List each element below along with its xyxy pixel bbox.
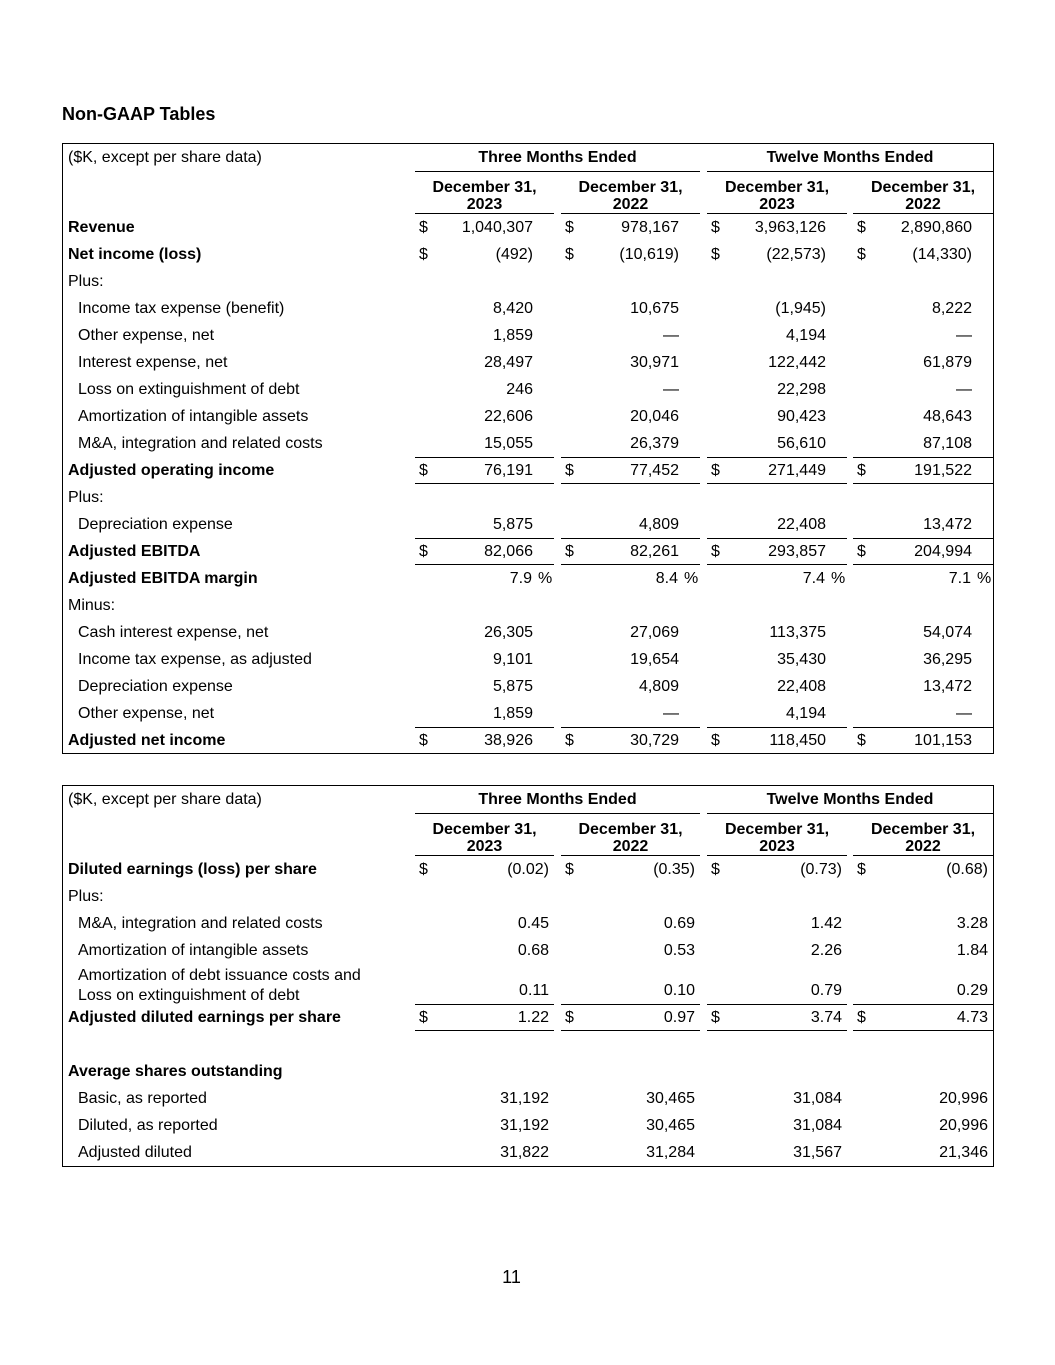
subtotal-bottom-rule [415, 753, 554, 754]
cell-value: 76,191 [484, 462, 533, 479]
cell-value: — [663, 327, 679, 344]
cell-value: — [956, 705, 972, 722]
row-label-text: Amortization of debt issuance costs and [78, 967, 361, 984]
row-label-text: Net income (loss) [68, 246, 202, 263]
row-label [68, 887, 104, 907]
currency-symbol: $ [419, 246, 428, 263]
cell-value: 20,996 [939, 1117, 988, 1134]
cell-value: 21,346 [939, 1144, 988, 1161]
cell-value: 2.26 [810, 942, 842, 959]
row-label [78, 650, 312, 670]
currency-symbol: $ [857, 543, 866, 560]
cell-value: 31,084 [793, 1117, 842, 1134]
column-header-line1: December 31, [724, 179, 830, 196]
column-header [415, 179, 554, 213]
column-header [707, 179, 847, 213]
currency-symbol: $ [711, 1009, 720, 1026]
row-label-text: Revenue [68, 219, 135, 236]
cell-value: (0.68) [946, 861, 988, 878]
currency-symbol: $ [419, 543, 428, 560]
cell-value: 0.10 [663, 982, 695, 999]
column-header [561, 179, 700, 213]
subtotal-rule [415, 727, 554, 728]
column-header [561, 821, 700, 855]
currency-symbol: $ [857, 861, 866, 878]
unit-label: ($K, except per share data) [68, 791, 262, 808]
row-label-text: Minus: [68, 597, 116, 614]
column-header-line2: 2023 [759, 838, 795, 855]
column-header [853, 821, 993, 855]
cell-value: 22,408 [777, 678, 826, 695]
table-row [63, 1112, 993, 1139]
table-row [63, 430, 993, 457]
row-label [68, 542, 200, 562]
cell-value: 1,859 [492, 705, 533, 722]
currency-symbol: $ [419, 462, 428, 479]
cell-value: 31,084 [793, 1090, 842, 1107]
cell-value: 22,606 [484, 408, 533, 425]
cell-value: 31,192 [500, 1117, 549, 1134]
subtotal-bottom-rule [853, 753, 993, 754]
row-label-text: Adjusted operating income [68, 462, 275, 479]
currency-symbol: $ [857, 219, 866, 236]
group-header-underline [415, 813, 700, 814]
cell-value: 48,643 [923, 408, 972, 425]
column-header-line1: December 31, [432, 821, 537, 838]
row-label-text: Adjusted diluted [78, 1144, 192, 1161]
row-label-text: Other expense, net [78, 705, 215, 722]
table-row [63, 565, 993, 592]
cell-value: 30,465 [646, 1117, 695, 1134]
subtotal-rule [561, 727, 700, 728]
row-label-text: Other expense, net [78, 327, 215, 344]
cell-value: 13,472 [923, 516, 972, 533]
table-row [63, 910, 993, 937]
currency-symbol: $ [711, 543, 720, 560]
subtotal-rule [561, 457, 700, 458]
cell-value: 15,055 [484, 435, 533, 452]
cell-value: 61,879 [923, 354, 972, 371]
row-label [78, 677, 233, 697]
row-label-text: Depreciation expense [78, 516, 233, 533]
subtotal-rule [561, 1004, 700, 1005]
table-row [63, 937, 993, 964]
row-label [68, 731, 225, 751]
subtotal-rule [707, 727, 847, 728]
cell-value: 8.4 [655, 570, 678, 587]
column-header-line1: December 31, [432, 179, 537, 196]
cell-value: 1,040,307 [461, 219, 533, 236]
cell-value: 0.68 [517, 942, 549, 959]
table-row [63, 1085, 993, 1112]
cell-value: 0.11 [519, 982, 549, 999]
cell-value: 82,066 [484, 543, 533, 560]
table-row [63, 241, 993, 268]
cell-value: 22,298 [777, 381, 826, 398]
column-header-line1: December 31, [578, 821, 683, 838]
cell-value: 0.97 [663, 1009, 695, 1026]
cell-value: 31,284 [646, 1144, 695, 1161]
currency-symbol: $ [711, 219, 720, 236]
cell-value: 30,729 [630, 732, 679, 749]
subtotal-rule [707, 538, 847, 539]
cell-value: (1,945) [775, 300, 826, 317]
row-label-text: Depreciation expense [78, 678, 233, 695]
row-label [68, 569, 258, 589]
currency-symbol: $ [711, 246, 720, 263]
table-row [63, 538, 993, 565]
currency-symbol: $ [565, 462, 574, 479]
currency-symbol: $ [565, 246, 574, 263]
cell-value: 54,074 [923, 624, 972, 641]
subtotal-rule [415, 457, 554, 458]
cell-value: 978,167 [621, 219, 679, 236]
table-row [63, 1139, 993, 1166]
percent-sign: % [684, 570, 699, 587]
row-label-text: Diluted earnings (loss) per share [68, 861, 317, 878]
row-label-text: Income tax expense, as adjusted [78, 651, 312, 668]
currency-symbol: $ [419, 732, 428, 749]
cell-value: 1,859 [492, 327, 533, 344]
row-label [68, 461, 274, 481]
cell-value: (22,573) [766, 246, 826, 263]
cell-value: 87,108 [923, 435, 972, 452]
page-number: 11 [502, 1267, 521, 1287]
column-header-line1: December 31, [578, 179, 683, 196]
cell-value: 4,809 [638, 516, 679, 533]
cell-value: 113,375 [769, 624, 826, 641]
table-row [63, 1031, 993, 1058]
cell-value: 0.29 [956, 982, 988, 999]
table-row [63, 349, 993, 376]
group-header-underline [707, 171, 993, 172]
currency-symbol: $ [565, 732, 574, 749]
row-label-text: Cash interest expense, net [78, 624, 269, 641]
row-label [78, 434, 323, 454]
row-label [68, 488, 104, 508]
cell-value: (14,330) [912, 246, 972, 263]
currency-symbol: $ [857, 462, 866, 479]
group-header-underline [707, 813, 993, 814]
table-row [63, 883, 993, 910]
row-label [78, 299, 284, 319]
subtotal-rule [707, 457, 847, 458]
currency-symbol: $ [565, 1009, 574, 1026]
column-header [415, 821, 554, 855]
cell-value: 9,101 [492, 651, 533, 668]
table-row [63, 1004, 993, 1031]
row-label [78, 941, 308, 961]
row-label [78, 1089, 207, 1109]
column-header-line1: December 31, [870, 179, 976, 196]
cell-value: 10,675 [630, 300, 679, 317]
currency-symbol: $ [711, 462, 720, 479]
row-label [68, 272, 104, 292]
column-header-line2: 2023 [466, 196, 503, 213]
cell-value: 36,295 [923, 651, 972, 668]
subtotal-rule [853, 1004, 993, 1005]
cell-value: 26,305 [484, 624, 533, 641]
row-label [78, 914, 323, 934]
cell-value: 31,822 [500, 1144, 549, 1161]
column-header [853, 179, 993, 213]
cell-value: (492) [495, 246, 533, 263]
cell-value: 271,449 [768, 462, 826, 479]
page-title: Non-GAAP Tables [62, 104, 216, 124]
column-header-line2: 2022 [905, 196, 941, 213]
cell-value: 2,890,860 [900, 219, 972, 236]
row-label [78, 380, 299, 400]
row-label [68, 1008, 341, 1028]
row-label-text: Income tax expense (benefit) [78, 300, 285, 317]
cell-value: 28,497 [484, 354, 533, 371]
column-header-line2: 2022 [612, 196, 649, 213]
group-header-underline [415, 171, 700, 172]
cell-value: 5,875 [492, 678, 533, 695]
cell-value: 8,420 [492, 300, 533, 317]
row-label [78, 1143, 192, 1163]
cell-value: — [956, 327, 972, 344]
cell-value: 204,994 [914, 543, 972, 560]
cell-value: 4,194 [785, 327, 826, 344]
cell-value: 1.22 [517, 1009, 549, 1026]
cell-value: 293,857 [768, 543, 826, 560]
group-header: Twelve Months Ended [766, 791, 934, 808]
cell-value: 101,153 [914, 732, 972, 749]
cell-value: 20,996 [939, 1090, 988, 1107]
group-header: Three Months Ended [478, 149, 637, 166]
cell-value: — [663, 381, 679, 398]
cell-value: 77,452 [630, 462, 679, 479]
cell-value: 1.42 [810, 915, 842, 932]
cell-value: 20,046 [630, 408, 679, 425]
table-row [63, 856, 993, 883]
row-label [78, 704, 214, 724]
cell-value: 0.45 [517, 915, 549, 932]
column-header-line2: 2022 [612, 838, 649, 855]
cell-value: 5,875 [492, 516, 533, 533]
cell-value: 26,379 [630, 435, 679, 452]
currency-symbol: $ [419, 219, 428, 236]
cell-value: — [663, 705, 679, 722]
table-row [63, 403, 993, 430]
table-row [63, 964, 993, 1004]
table-row [63, 673, 993, 700]
row-label [78, 515, 233, 535]
cell-value: 35,430 [777, 651, 826, 668]
subtotal-rule [415, 1004, 554, 1005]
cell-value: 30,971 [630, 354, 679, 371]
cell-value: 3.74 [810, 1009, 842, 1026]
row-label [68, 218, 135, 238]
row-label [78, 1116, 218, 1136]
subtotal-rule [853, 727, 993, 728]
subtotal-rule [853, 538, 993, 539]
subtotal-bottom-rule [561, 753, 700, 754]
row-label-text-2: Loss on extinguishment of debt [78, 987, 300, 1004]
percent-sign: % [538, 570, 553, 587]
subtotal-rule [853, 457, 993, 458]
column-header-line2: 2022 [905, 838, 941, 855]
column-header-line2: 2023 [759, 196, 795, 213]
cell-value: 7.4 [802, 570, 825, 587]
cell-value: 13,472 [923, 678, 972, 695]
column-header-line1: December 31, [870, 821, 976, 838]
row-label-text: Plus: [68, 273, 104, 290]
table-row [63, 646, 993, 673]
table-row [63, 700, 993, 727]
currency-symbol: $ [565, 861, 574, 878]
row-label-text: Adjusted EBITDA margin [68, 570, 258, 587]
row-label-text: Basic, as reported [78, 1090, 207, 1107]
cell-value: 38,926 [484, 732, 533, 749]
row-label-text: Plus: [68, 489, 104, 506]
cell-value: (0.73) [800, 861, 842, 878]
cell-value: (0.02) [507, 861, 549, 878]
group-header: Three Months Ended [478, 791, 637, 808]
currency-symbol: $ [711, 732, 720, 749]
table-row [63, 322, 993, 349]
row-label-text: Diluted, as reported [78, 1117, 218, 1134]
cell-value: 3.28 [956, 915, 988, 932]
cell-value: 30,465 [646, 1090, 695, 1107]
cell-value: 22,408 [777, 516, 826, 533]
row-label [78, 326, 214, 346]
cell-value: 4,809 [638, 678, 679, 695]
cell-value: 4.73 [956, 1009, 988, 1026]
unit-label: ($K, except per share data) [68, 149, 262, 166]
row-label-text: Loss on extinguishment of debt [78, 381, 300, 398]
row-label [68, 1062, 283, 1082]
row-label-text: Plus: [68, 888, 104, 905]
cell-value: (0.35) [653, 861, 695, 878]
cell-value: 7.9 [509, 570, 532, 587]
cell-value: 1.84 [956, 942, 988, 959]
cell-value: 8,222 [931, 300, 972, 317]
cell-value: 31,192 [500, 1090, 549, 1107]
currency-symbol: $ [565, 543, 574, 560]
cell-value: 191,522 [914, 462, 972, 479]
row-label-text: M&A, integration and related costs [78, 435, 323, 452]
currency-symbol: $ [565, 219, 574, 236]
cell-value: 0.79 [810, 982, 842, 999]
cell-value: 82,261 [630, 543, 679, 560]
cell-value: 0.53 [663, 942, 695, 959]
table-row [63, 727, 993, 754]
table-row [63, 511, 993, 538]
cell-value: 122,442 [768, 354, 826, 371]
row-label [68, 245, 201, 265]
table-row [63, 268, 993, 295]
cell-value: 27,069 [630, 624, 679, 641]
cell-value: 3,963,126 [754, 219, 826, 236]
cell-value: 31,567 [793, 1144, 842, 1161]
table-row [63, 295, 993, 322]
row-label [78, 623, 268, 643]
table-row [63, 484, 993, 511]
row-label-text: Interest expense, net [78, 354, 228, 371]
subtotal-rule [415, 538, 554, 539]
cell-value: 7.1 [948, 570, 971, 587]
subtotal-rule [561, 538, 700, 539]
table-row [63, 457, 993, 484]
cell-value: 4,194 [785, 705, 826, 722]
currency-symbol: $ [419, 861, 428, 878]
row-label-text: Average shares outstanding [68, 1063, 283, 1080]
table-row [63, 619, 993, 646]
currency-symbol: $ [857, 246, 866, 263]
currency-symbol: $ [857, 1009, 866, 1026]
non-gaap-reconciliation-table [62, 143, 994, 754]
group-header: Twelve Months Ended [766, 149, 934, 166]
column-header [707, 821, 847, 855]
percent-sign: % [977, 570, 992, 587]
row-label [78, 966, 361, 1006]
row-label [68, 596, 115, 616]
cell-value: 0.69 [663, 915, 695, 932]
row-label-text: Amortization of intangible assets [78, 408, 309, 425]
row-label-text: Adjusted net income [68, 732, 226, 749]
table-row [63, 592, 993, 619]
percent-sign: % [831, 570, 846, 587]
row-label-text: Adjusted EBITDA [68, 543, 201, 560]
currency-symbol: $ [857, 732, 866, 749]
cell-value: (10,619) [619, 246, 679, 263]
currency-symbol: $ [711, 861, 720, 878]
row-label-text: Adjusted diluted earnings per share [68, 1009, 341, 1026]
cell-value: — [956, 381, 972, 398]
subtotal-rule [707, 1004, 847, 1005]
row-label-text: Amortization of intangible assets [78, 942, 309, 959]
cell-value: 56,610 [777, 435, 826, 452]
cell-value: 90,423 [777, 408, 826, 425]
subtotal-bottom-rule [707, 753, 847, 754]
cell-value: 246 [506, 381, 533, 398]
table-row [63, 1058, 993, 1085]
earnings-per-share-table [62, 785, 994, 1167]
currency-symbol: $ [419, 1009, 428, 1026]
cell-value: 118,450 [769, 732, 826, 749]
cell-value: 19,654 [630, 651, 679, 668]
column-header-line1: December 31, [724, 821, 830, 838]
row-label [68, 860, 317, 880]
table-row [63, 214, 993, 241]
column-header-line2: 2023 [466, 838, 503, 855]
row-label [78, 353, 227, 373]
row-label-text: M&A, integration and related costs [78, 915, 323, 932]
table-row [63, 376, 993, 403]
row-label [78, 407, 308, 427]
